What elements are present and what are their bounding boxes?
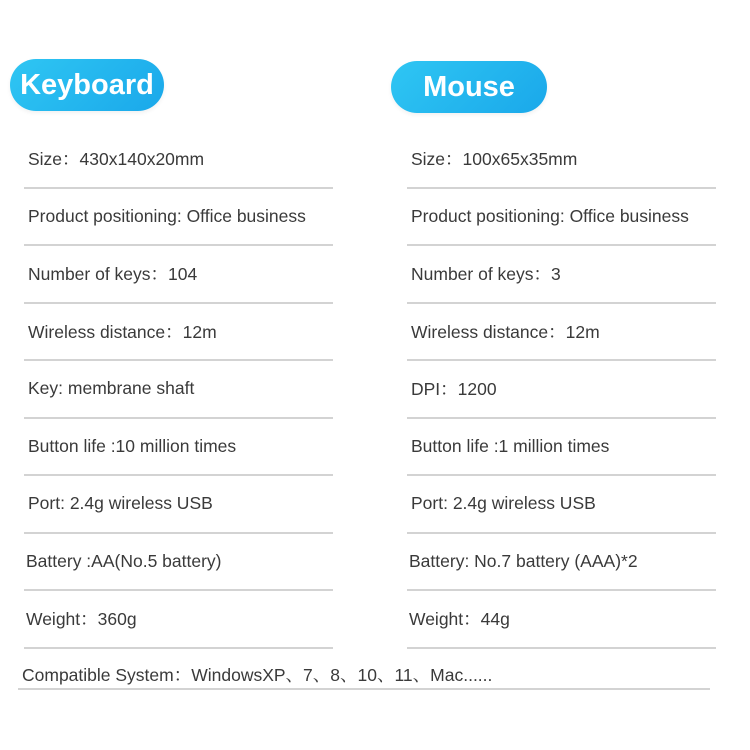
keyboard-spec-weight: Weight：360g (24, 591, 333, 649)
keyboard-title-pill (10, 59, 164, 111)
mouse-spec-size: Size：100x65x35mm (407, 131, 716, 189)
mouse-spec-weight: Weight：44g (407, 591, 716, 649)
keyboard-spec-key-type: Key: membrane shaft (24, 361, 333, 419)
keyboard-spec-list (24, 131, 333, 649)
keyboard-spec-positioning: Product positioning: Office business (24, 189, 333, 247)
mouse-spec-port: Port: 2.4g wireless USB (407, 476, 716, 534)
mouse-title: Mouse (423, 70, 515, 103)
mouse-spec-list (407, 131, 716, 649)
mouse-spec-keys: Number of keys：3 (407, 246, 716, 304)
mouse-title-pill (391, 61, 547, 113)
mouse-spec-positioning: Product positioning: Office business (407, 189, 716, 247)
compatible-system: Compatible System：WindowsXP、7、8、10、11、Mac...... (18, 660, 710, 690)
keyboard-spec-battery: Battery :AA(No.5 battery) (24, 534, 333, 592)
mouse-spec-wireless-distance: Wireless distance：12m (407, 304, 716, 362)
mouse-spec-button-life: Button life :1 million times (407, 419, 716, 477)
keyboard-title: Keyboard (20, 68, 154, 101)
mouse-spec-dpi: DPI：1200 (407, 361, 716, 419)
keyboard-spec-keys: Number of keys：104 (24, 246, 333, 304)
mouse-spec-battery: Battery: No.7 battery (AAA)*2 (407, 534, 716, 592)
keyboard-spec-button-life: Button life :10 million times (24, 419, 333, 477)
keyboard-spec-wireless-distance: Wireless distance：12m (24, 304, 333, 362)
keyboard-spec-size: Size：430x140x20mm (24, 131, 333, 189)
keyboard-spec-port: Port: 2.4g wireless USB (24, 476, 333, 534)
